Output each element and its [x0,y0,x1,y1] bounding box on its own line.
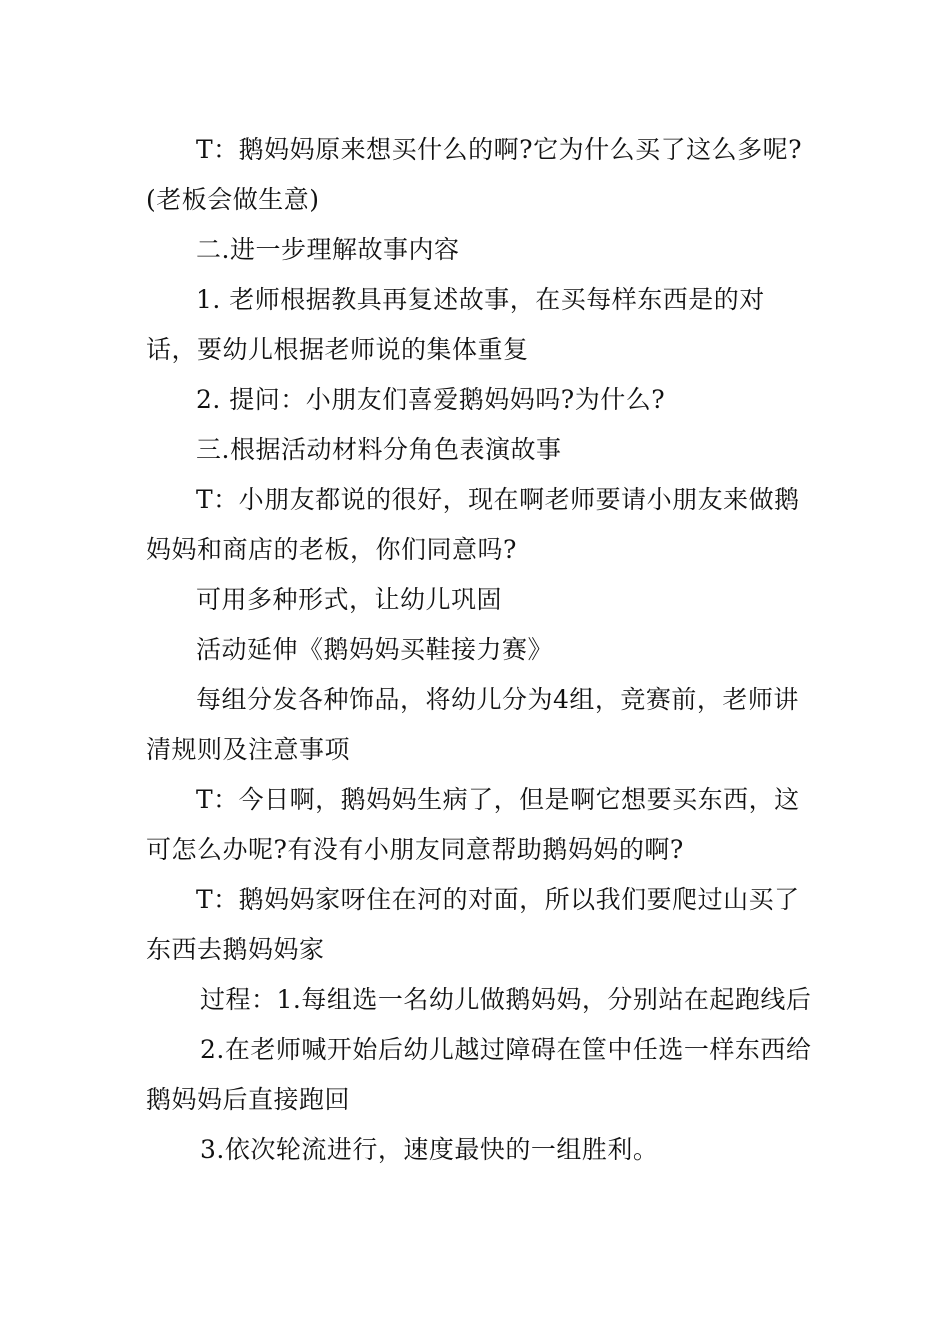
paragraph-forms: 可用多种形式，让幼儿巩固 [196,585,503,614]
paragraph-process-one: 过程：1.每组选一名幼儿做鹅妈妈，分别站在起跑线后 [200,985,812,1014]
paragraph-section-two: 二.进一步理解故事内容 [196,235,460,264]
paragraph-section-three: 三.根据活动材料分角色表演故事 [196,435,562,464]
paragraph-groups: 每组分发各种饰品，将幼儿分为4组，竞赛前，老师讲清规则及注意事项 [146,685,799,764]
paragraph-process-two: 2.在老师喊开始后幼儿越过障碍在筐中任选一样东西给鹅妈妈后直接跑回 [146,1035,812,1114]
paragraph-goose-sick: T：今日啊，鹅妈妈生病了，但是啊它想要买东西，这可怎么办呢?有没有小朋友同意帮助鹅妈妈的啊? [146,785,800,864]
paragraph-roleplay: T：小朋友都说的很好，现在啊老师要请小朋友来做鹅妈妈和商店的老板，你们同意吗? [146,485,800,564]
paragraph-process-three: 3.依次轮流进行，速度最快的一组胜利。 [200,1135,659,1164]
paragraph-extension-title: 活动延伸《鹅妈妈买鞋接力赛》 [196,635,554,664]
paragraph-river: T：鹅妈妈家呀住在河的对面，所以我们要爬过山买了东西去鹅妈妈家 [146,885,800,964]
paragraph-step-two: 2. 提问：小朋友们喜爱鹅妈妈吗?为什么? [196,385,666,414]
paragraph-step-one: 1. 老师根据教具再复述故事，在买每样东西是的对话，要幼儿根据老师说的集体重复 [146,285,765,364]
document-body [146,125,814,1175]
paragraph-question-goose: T：鹅妈妈原来想买什么的啊?它为什么买了这么多呢?(老板会做生意) [146,135,802,214]
